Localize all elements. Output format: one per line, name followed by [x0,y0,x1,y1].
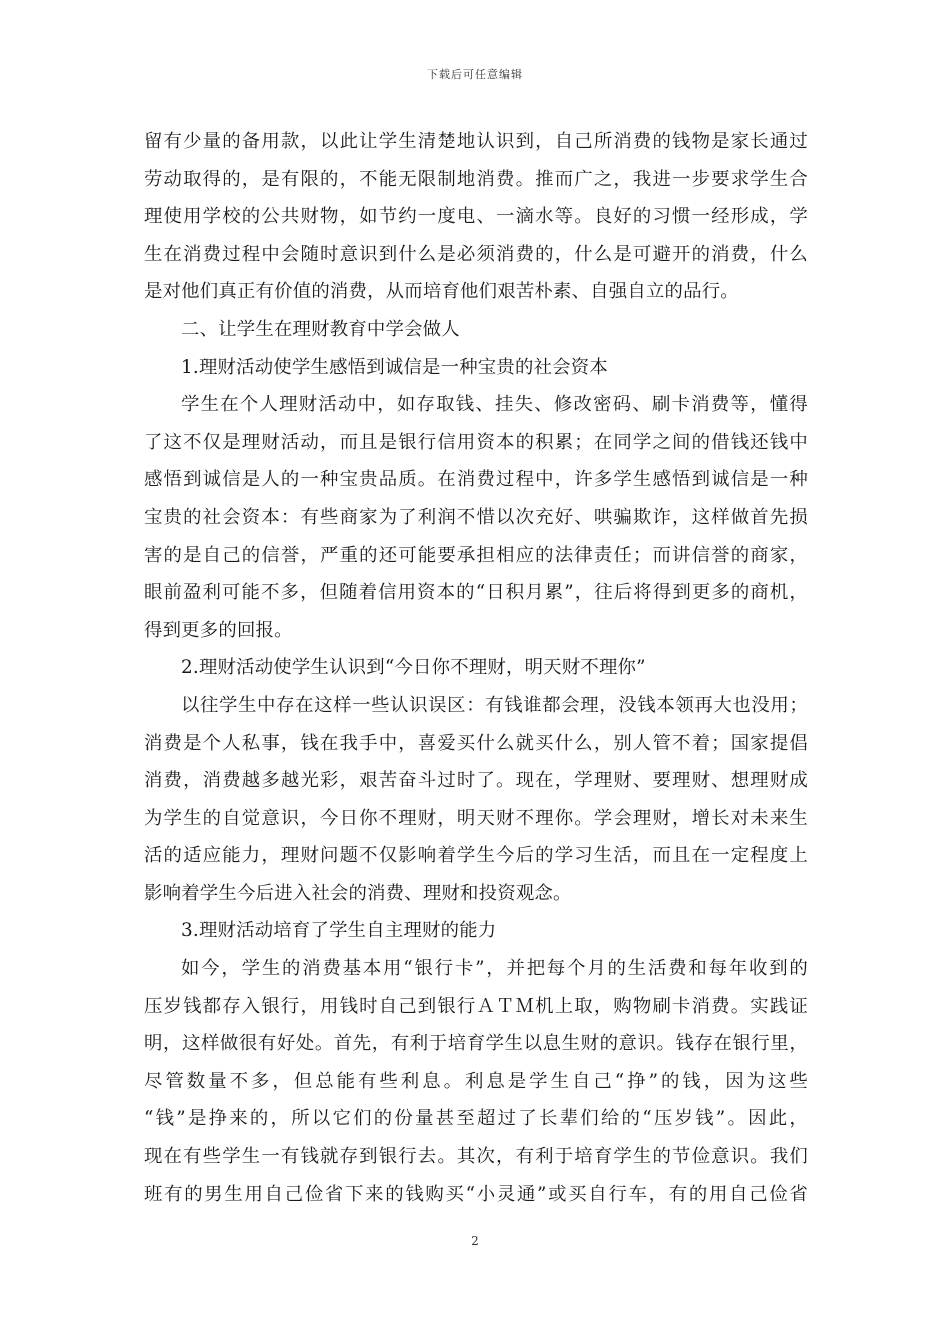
text-line: 影响着学生今后进入社会的消费、理财和投资观念。 [144,882,572,904]
text-line: “钱”是挣来的，所以它们的份量甚至超过了长辈们给的“压岁钱”。因此， [144,1108,808,1130]
text-line: 了这不仅是理财活动，而且是银行信用资本的积累；在同学之间的借钱还钱中 [144,431,808,453]
text-line: 班有的男生用自己俭省下来的钱购买“小灵通”或买自行车，有的用自己俭省 [144,1183,808,1205]
section-heading [144,349,808,387]
text-line: 2.理财活动使学生认识到“今日你不理财，明天财不理你” [181,657,646,679]
text-line: 生在消费过程中会随时意识到什么是必须消费的，什么是可避开的消费，什么 [144,243,808,265]
text-line: 理使用学校的公共财物，如节约一度电、一滴水等。良好的习惯一经形成，学 [144,206,808,228]
section-heading [144,649,808,687]
paragraph [144,687,808,913]
text-line: 是对他们真正有价值的消费，从而培育他们艰苦朴素、自强自立的品行。 [144,281,739,303]
paragraph [144,950,808,1213]
page-number: 2 [471,1234,479,1248]
text-line: 压岁钱都存入银行，用钱时自己到银行ＡＴＭ机上取，购物刷卡消费。实践证 [144,995,808,1017]
text-line: 如今，学生的消费基本用“银行卡”，并把每个月的生活费和每年收到的 [181,958,808,980]
text-line: 眼前盈利可能不多，但随着信用资本的“日积月累”，往后将得到更多的商机， [144,582,808,604]
text-line: 消费是个人私事，钱在我手中，喜爱买什么就买什么，别人管不着；国家提倡 [144,732,808,754]
page-header: 下载后可任意编辑 [427,68,523,81]
text-line: 尽管数量不多，但总能有些利息。利息是学生自己“挣”的钱，因为这些 [144,1070,808,1092]
text-line: 活的适应能力，理财问题不仅影响着学生今后的学习生活，而且在一定程度上 [144,845,808,867]
text-line: 害的是自己的信誉，严重的还可能要承担相应的法律责任；而讲信誉的商家， [144,544,808,566]
text-line: 二、让学生在理财教育中学会做人 [181,318,460,340]
text-line: 明，这样做很有好处。首先，有利于培育学生以息生财的意识。钱存在银行里， [144,1033,808,1055]
paragraph [144,386,808,649]
body-text [144,123,808,1213]
text-line: 得到更多的回报。 [144,619,293,641]
text-line: 消费，消费越多越光彩，艰苦奋斗过时了。现在，学理财、要理财、想理财成 [144,770,808,792]
paragraph [144,123,808,311]
text-line: 为学生的自觉意识，今日你不理财，明天财不理你。学会理财，增长对未来生 [144,807,808,829]
section-heading [144,912,808,950]
text-line: 学生在个人理财活动中，如存取钱、挂失、修改密码、刷卡消费等，懂得 [181,394,808,416]
text-line: 宝贵的社会资本：有些商家为了利润不惜以次充好、哄骗欺诈，这样做首先损 [144,506,808,528]
text-line: 以往学生中存在这样一些认识误区：有钱谁都会理，没钱本领再大也没用； [181,694,808,716]
section-heading [144,311,808,349]
text-line: 现在有些学生一有钱就存到银行去。其次，有利于培育学生的节俭意识。我们 [144,1146,808,1168]
text-line: 1.理财活动使学生感悟到诚信是一种宝贵的社会资本 [181,356,608,378]
text-line: 劳动取得的，是有限的，不能无限制地消费。推而广之，我进一步要求学生合 [144,168,808,190]
text-line: 留有少量的备用款，以此让学生清楚地认识到，自己所消费的钱物是家长通过 [144,131,808,152]
text-line: 感悟到诚信是人的一种宝贵品质。在消费过程中，许多学生感悟到诚信是一种 [144,469,808,491]
text-line: 3.理财活动培育了学生自主理财的能力 [181,920,497,942]
